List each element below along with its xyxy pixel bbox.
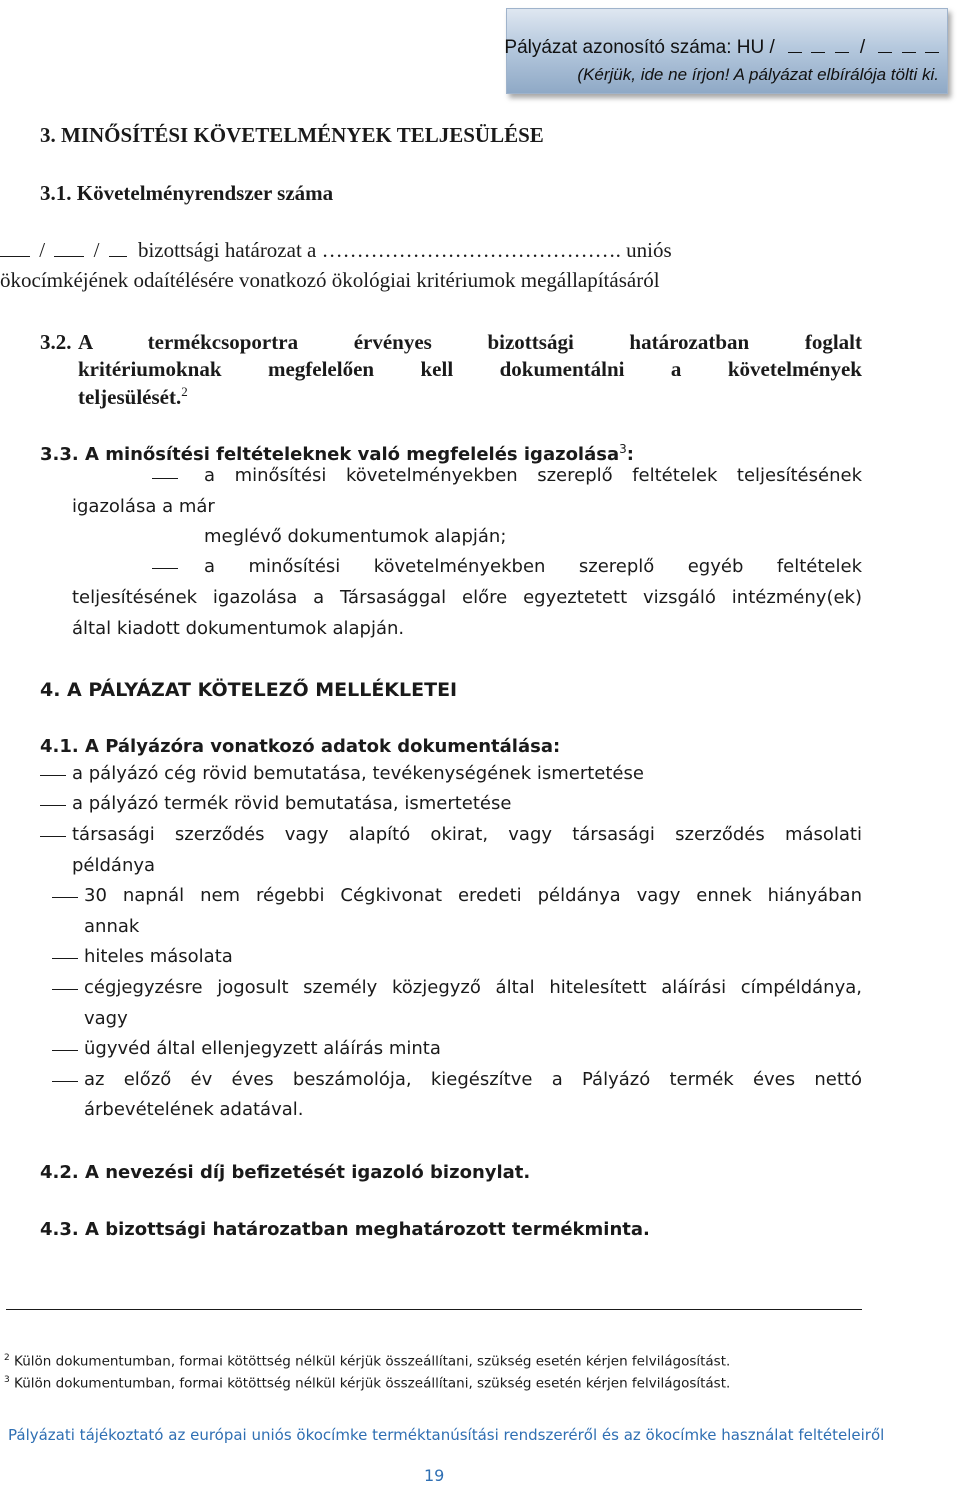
bullet-dash: [152, 568, 178, 569]
id-separator: /: [859, 37, 866, 58]
decision-text: bizottsági határozat a ……………………………………. uniós: [137, 238, 672, 262]
footnote-3: [4, 1375, 730, 1392]
application-id-line: [504, 37, 939, 59]
section-4-1-title: 4.1. A Pályázóra vonatkozó adatok dokumentálása:: [40, 736, 561, 757]
footnote-separator: [6, 1309, 862, 1310]
s41-item-6-cont: vagy: [84, 1008, 128, 1029]
section-3-2-line2: kritériumoknak megfelelően kell dokumentálni a követelmények: [78, 357, 862, 381]
footnote-ref-3: 3: [619, 442, 627, 456]
section-3-2-line1: A termékcsoportra érvényes bizottsági határozatban foglalt: [78, 330, 862, 354]
section-3-3-title-text: 3.3. A minősítési feltételeknek való megfelelés igazolása: [40, 444, 620, 465]
section-3-title: 3. MINŐSÍTÉSI KÖVETELMÉNYEK TELJESÜLÉSE: [40, 123, 544, 147]
application-id-box: [506, 8, 948, 94]
section-4-title: 4. A PÁLYÁZAT KÖTELEZŐ MELLÉKLETEI: [40, 679, 458, 701]
s41-item-8: az előző év éves beszámolója, kiegészítve a Pályázó termék éves nettó: [84, 1069, 862, 1090]
application-id-label: Pályázat azonosító száma: HU /: [504, 37, 775, 58]
s33-item2-line1: a minősítési követelményekben szereplő egyéb feltételek: [204, 556, 862, 577]
bullet-dash: [40, 836, 66, 837]
page-number: 19: [424, 1466, 445, 1485]
id-blank-6: [925, 38, 939, 53]
bullet-dash: [52, 958, 78, 959]
s41-item-8-cont: árbevételének adatával.: [84, 1099, 304, 1120]
id-blank-5: [902, 38, 916, 53]
id-blank-2: [811, 38, 825, 53]
footnote-2-number: 2: [4, 1353, 10, 1363]
section-3-1-line2: ökocímkéjének odaítélésére vonatkozó ökológiai kritériumok megállapításáról: [0, 268, 660, 292]
s41-item-6: cégjegyzésre jogosult személy közjegyző által hitelesített aláírási címpéldánya,: [84, 977, 862, 998]
section-3-2-number: 3.2.: [40, 330, 72, 354]
section-3-3-colon: :: [626, 444, 634, 465]
decision-sep-1: /: [39, 238, 46, 262]
s41-item-3-cont: példánya: [72, 855, 156, 876]
bullet-dash: [40, 805, 66, 806]
footnote-3-text: Külön dokumentumban, formai kötöttség nélkül kérjük összeállítani, szükség esetén kérjen felvilágosítást.: [14, 1375, 731, 1392]
id-blank-1: [788, 38, 802, 53]
footnote-ref-2: 2: [181, 384, 188, 399]
section-3-1-line1: [0, 238, 862, 263]
s41-item-1: a pályázó cég rövid bemutatása, tevékenységének ismertetése: [72, 763, 644, 784]
s33-item2-line3: által kiadott dokumentumok alapján.: [72, 618, 405, 639]
section-3-1-title: 3.1. Követelményrendszer száma: [40, 181, 334, 205]
decision-number-blank-3: [109, 240, 127, 257]
decision-number-blank-2: [54, 240, 84, 257]
bullet-dash: [52, 1050, 78, 1051]
bullet-dash: [152, 478, 178, 479]
application-id-note: (Kérjük, ide ne írjon! A pályázat elbírálója tölti ki.: [577, 65, 939, 84]
footnote-3-number: 3: [4, 1375, 10, 1385]
page-footer: Pályázati tájékoztató az európai uniós ökocímke terméktanúsítási rendszeréről és az ökocímke használat feltételeiről: [8, 1426, 885, 1444]
s33-item2-line2: teljesítésének igazolása a Társasággal előre egyeztetett vizsgáló intézmény(ek): [72, 587, 862, 608]
footnote-2-text: Külön dokumentumban, formai kötöttség nélkül kérjük összeállítani, szükség esetén kérjen felvilágosítást.: [14, 1353, 731, 1370]
s33-item1-line3: meglévő dokumentumok alapján;: [204, 526, 507, 547]
section-4-2-title: 4.2. A nevezési díj befizetését igazoló bizonylat.: [40, 1162, 531, 1183]
id-blank-4: [878, 38, 892, 53]
bullet-dash: [40, 775, 66, 776]
s33-item1-line1: a minősítési követelményekben szereplő feltételek teljesítésének: [204, 465, 862, 486]
section-3-2-line3-text: teljesülését.: [78, 385, 182, 409]
s41-item-4: 30 napnál nem régebbi Cégkivonat eredeti példánya vagy ennek hiányában: [84, 885, 862, 906]
bullet-dash: [52, 1081, 78, 1082]
decision-number-blank-1: [0, 240, 30, 257]
s41-item-5: hiteles másolata: [84, 946, 233, 967]
section-4-3-title: 4.3. A bizottsági határozatban meghatározott termékminta.: [40, 1219, 650, 1240]
bullet-dash: [52, 989, 78, 990]
section-3-2-line3: [78, 384, 188, 410]
section-3-3-title: [40, 442, 634, 465]
s41-item-3: társasági szerződés vagy alapító okirat, vagy társasági szerződés másolati: [72, 824, 862, 845]
id-blank-3: [835, 38, 849, 53]
s33-item1-line2: igazolása a már: [72, 496, 215, 517]
s41-item-7: ügyvéd által ellenjegyzett aláírás minta: [84, 1038, 441, 1059]
decision-sep-2: /: [93, 238, 100, 262]
s41-item-2: a pályázó termék rövid bemutatása, ismertetése: [72, 793, 512, 814]
s41-item-4-cont: annak: [84, 916, 140, 937]
bullet-dash: [52, 897, 78, 898]
footnote-2: [4, 1353, 730, 1370]
